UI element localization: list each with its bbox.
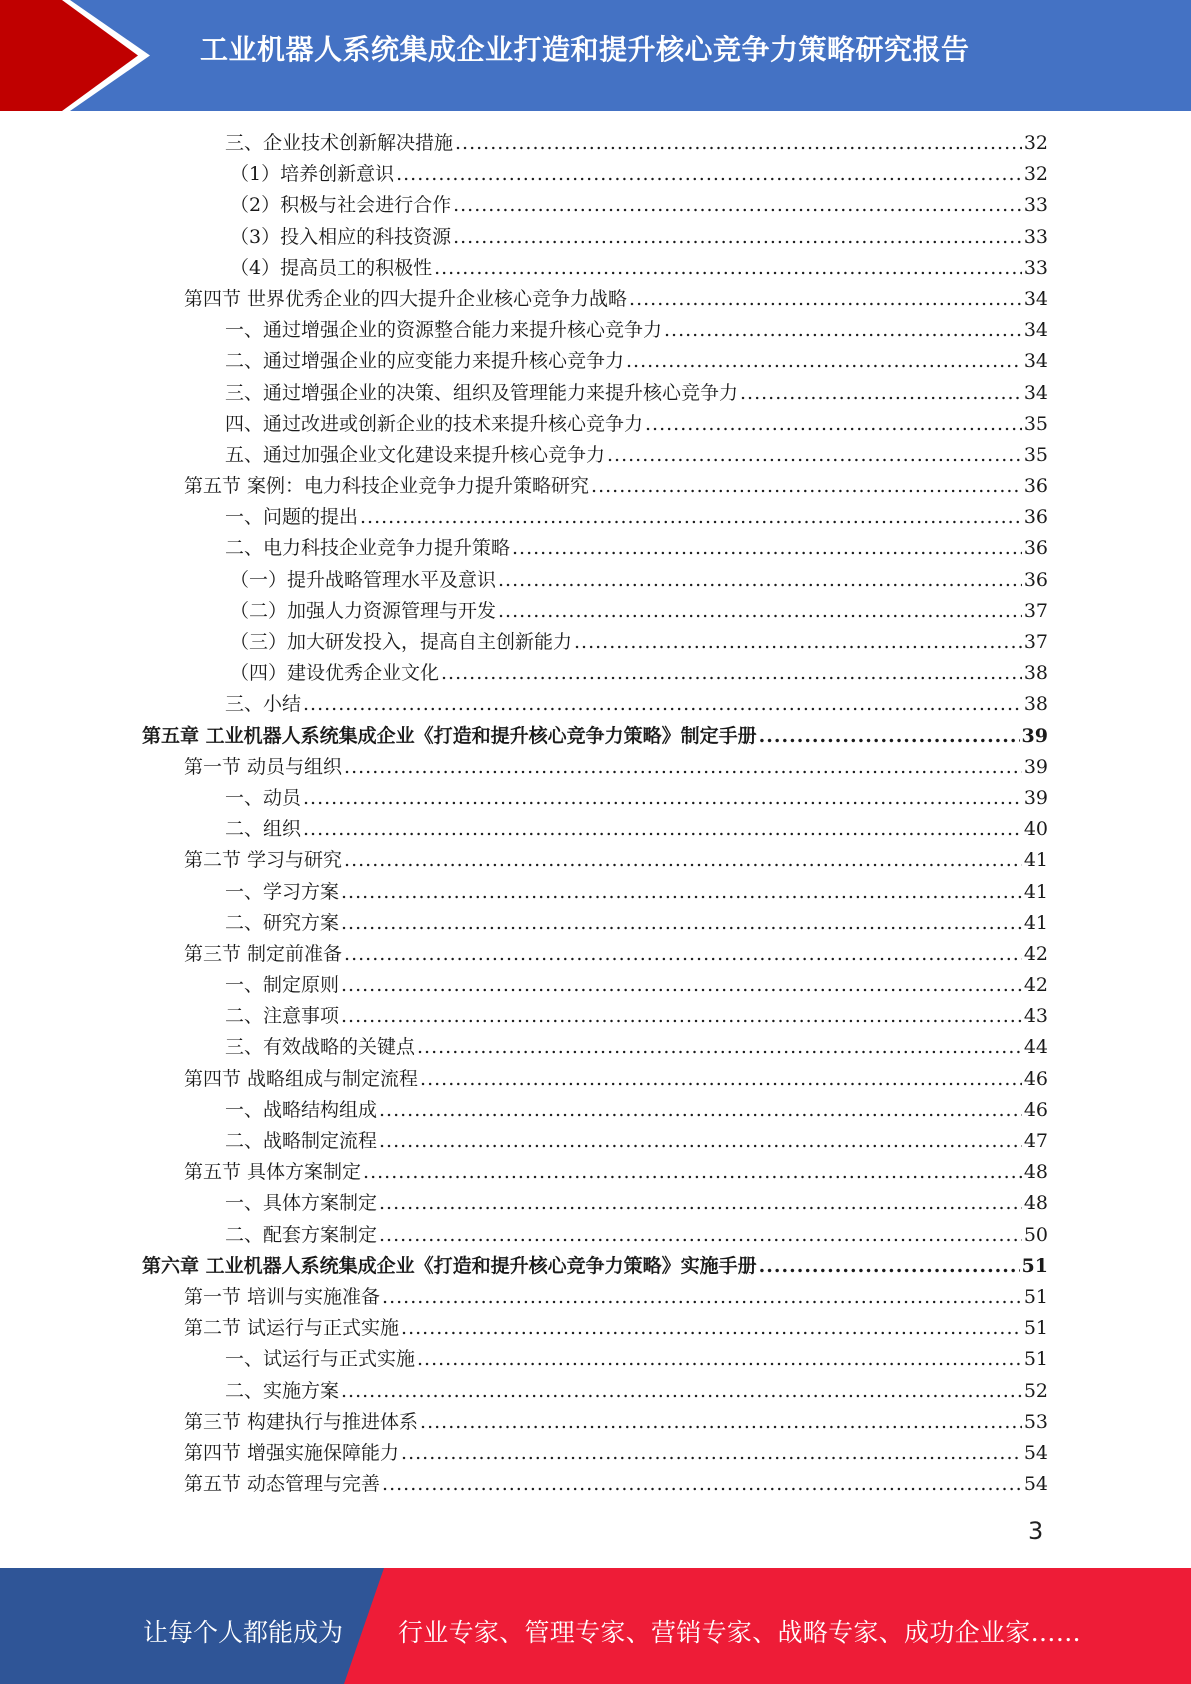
toc-dot-leader [455,128,1022,159]
toc-entry-page: 47 [1023,1130,1048,1152]
toc-entry-page: 32 [1023,132,1048,154]
toc-entry-title: 二、组织 [225,818,302,841]
toc-entry-page: 39 [1021,724,1048,747]
toc-entry-page: 42 [1023,974,1048,997]
toc-dot-leader [453,222,1022,253]
toc-entry-page: 43 [1023,1005,1048,1028]
toc-entry-page: 36 [1023,537,1048,560]
toc-dot-leader [420,1407,1022,1438]
toc-dot-leader [401,1313,1022,1344]
toc-entry[interactable] [0,502,1191,533]
toc-dot-leader [379,1220,1022,1251]
toc-entry-page: 33 [1023,194,1048,217]
toc-entry-title: 一、学习方案 [225,880,340,903]
toc-entry[interactable] [0,1313,1191,1344]
header-arrow-decoration [0,0,160,111]
toc-entry[interactable] [0,565,1191,596]
toc-dot-leader [396,159,1022,190]
toc-entry-title: 第二节 试运行与正式实施 [184,1317,400,1340]
toc-entry-title: 三、通过增强企业的决策、组织及管理能力来提升核心竞争力 [225,381,739,404]
toc-entry-title: （2）积极与社会进行合作 [230,194,452,217]
toc-entry-title: 四、通过改进或创新企业的技术来提升核心竞争力 [225,412,644,435]
toc-entry-title: 一、问题的提出 [225,506,359,529]
toc-entry-title: 一、具体方案制定 [225,1192,378,1215]
toc-entry[interactable] [0,1001,1191,1032]
toc-entry-page: 51 [1021,1254,1048,1277]
footer-slogan-left: 让每个人都能成为 [143,1618,344,1647]
toc-entry-page: 36 [1023,506,1048,529]
toc-entry[interactable] [0,284,1191,315]
toc-entry[interactable] [0,1344,1191,1375]
toc-entry[interactable] [0,939,1191,970]
toc-entry-title: 三、有效战略的关键点 [225,1036,416,1059]
toc-entry-page: 46 [1023,1067,1048,1090]
toc-dot-leader [441,658,1022,689]
toc-entry[interactable] [0,1251,1191,1282]
toc-entry-title: 第四节 增强实施保障能力 [184,1441,400,1464]
toc-dot-leader [591,471,1022,502]
toc-dot-leader [401,1438,1022,1469]
toc-dot-leader [420,1064,1022,1095]
toc-entry-page: 39 [1023,786,1048,809]
toc-entry-page: 41 [1023,849,1048,872]
toc-entry[interactable] [0,970,1191,1001]
toc-dot-leader [498,565,1022,596]
toc-entry[interactable] [0,378,1191,409]
toc-entry-title: 一、战略结构组成 [225,1098,378,1121]
toc-dot-leader [759,721,1020,752]
toc-entry-title: 二、注意事项 [225,1005,340,1028]
toc-entry[interactable] [0,315,1191,346]
toc-entry-page: 36 [1023,475,1048,498]
toc-dot-leader [341,970,1022,1001]
toc-entry-title: 第五章 工业机器人系统集成企业《打造和提升核心竞争力策略》制定手册 [142,724,757,747]
toc-entry-page: 54 [1023,1473,1048,1496]
toc-entry[interactable] [0,159,1191,190]
toc-entry[interactable] [0,752,1191,783]
toc-entry-page: 34 [1023,319,1048,342]
toc-entry[interactable] [0,533,1191,564]
page-header [0,0,1191,111]
toc-entry-page: 51 [1023,1317,1048,1340]
toc-entry-title: 第五节 动态管理与完善 [184,1473,381,1496]
toc-dot-leader [341,1376,1022,1407]
toc-dot-leader [740,378,1022,409]
toc-entry-title: 二、通过增强企业的应变能力来提升核心竞争力 [225,350,625,373]
toc-entry-title: （三）加大研发投入，提高自主创新能力 [230,631,573,653]
toc-entry[interactable] [0,1064,1191,1095]
toc-entry[interactable] [0,471,1191,502]
toc-dot-leader [363,1157,1022,1188]
toc-entry-page: 44 [1023,1036,1048,1059]
toc-dot-leader [341,877,1022,908]
toc-entry-page: 36 [1023,568,1048,591]
toc-entry[interactable] [0,1282,1191,1313]
toc-entry-page: 39 [1023,755,1048,778]
toc-entry[interactable] [0,908,1191,939]
toc-entry-title: 第四节 世界优秀企业的四大提升企业核心竞争力战略 [184,287,628,310]
toc-entry[interactable] [0,877,1191,908]
toc-dot-leader [417,1344,1022,1375]
footer-slogan-right: 行业专家、管理专家、营销专家、战略专家、成功企业家…… [398,1618,1082,1647]
toc-dot-leader [303,689,1022,720]
toc-entry-page: 48 [1023,1192,1048,1215]
toc-entry-page: 34 [1023,287,1048,310]
toc-entry-title: 二、战略制定流程 [225,1130,378,1152]
toc-entry[interactable] [0,1376,1191,1407]
toc-entry-title: （二）加强人力资源管理与开发 [230,599,497,622]
toc-dot-leader [607,440,1022,471]
toc-entry-title: （3）投入相应的科技资源 [230,225,452,248]
toc-entry-page: 52 [1023,1379,1048,1402]
toc-entry-page: 41 [1023,911,1048,934]
toc-dot-leader [341,1001,1022,1032]
toc-dot-leader [629,284,1022,315]
toc-entry-title: 第一节 动员与组织 [184,755,343,778]
toc-dot-leader [645,409,1022,440]
toc-entry[interactable] [0,721,1191,752]
toc-entry-page: 37 [1023,599,1048,622]
toc-dot-leader [382,1469,1022,1500]
report-title: 工业机器人系统集成企业打造和提升核心竞争力策略研究报告 [200,33,970,66]
table-of-contents [0,128,1191,1500]
toc-entry[interactable] [0,1157,1191,1188]
toc-entry-title: 二、电力科技企业竞争力提升策略 [225,537,511,560]
page-number: 3 [1028,1517,1044,1545]
toc-dot-leader [382,1282,1022,1313]
toc-entry[interactable] [0,658,1191,689]
toc-entry-page: 53 [1023,1410,1048,1433]
toc-entry-title: 第四节 战略组成与制定流程 [184,1067,419,1090]
toc-entry-page: 51 [1023,1348,1048,1371]
toc-entry[interactable] [0,1438,1191,1469]
toc-entry-page: 48 [1023,1161,1048,1184]
toc-entry[interactable] [0,1407,1191,1438]
toc-entry-title: （四）建设优秀企业文化 [230,662,440,685]
toc-entry[interactable] [0,1095,1191,1126]
toc-entry-page: 35 [1023,443,1048,466]
toc-dot-leader [379,1126,1022,1157]
toc-entry[interactable] [0,596,1191,627]
toc-dot-leader [344,845,1022,876]
toc-entry[interactable] [0,814,1191,845]
toc-dot-leader [574,627,1022,658]
toc-entry-title: 二、实施方案 [225,1379,340,1402]
toc-entry-page: 54 [1023,1441,1048,1464]
toc-dot-leader [626,346,1022,377]
toc-entry[interactable] [0,783,1191,814]
toc-entry-title: 第一节 培训与实施准备 [184,1285,381,1308]
toc-entry-title: 一、试运行与正式实施 [225,1348,416,1371]
toc-entry-page: 42 [1023,942,1048,965]
toc-entry[interactable] [0,1188,1191,1219]
toc-dot-leader [759,1251,1020,1282]
toc-entry[interactable] [0,440,1191,471]
toc-entry-page: 33 [1023,256,1048,279]
toc-dot-leader [344,939,1022,970]
toc-entry-title: 一、通过增强企业的资源整合能力来提升核心竞争力 [225,319,663,342]
toc-entry[interactable] [0,1469,1191,1500]
toc-entry-title: 第三节 制定前准备 [184,942,343,965]
toc-entry-title: 第五节 案例：电力科技企业竞争力提升策略研究 [184,475,590,498]
toc-entry-title: 第五节 具体方案制定 [184,1161,362,1184]
toc-entry-page: 38 [1023,693,1048,716]
toc-entry-title: 第六章 工业机器人系统集成企业《打造和提升核心竞争力策略》实施手册 [142,1254,757,1277]
toc-dot-leader [664,315,1022,346]
toc-entry-title: （4）提高员工的积极性 [230,256,433,279]
toc-dot-leader [303,814,1022,845]
toc-entry-title: 五、通过加强企业文化建设来提升核心竞争力 [225,443,606,466]
toc-dot-leader [417,1032,1022,1063]
toc-entry[interactable] [0,222,1191,253]
toc-entry-title: 一、制定原则 [225,974,340,997]
toc-entry-title: 第二节 学习与研究 [184,849,343,872]
toc-entry-title: 三、小结 [225,693,302,716]
toc-entry[interactable] [0,627,1191,658]
toc-entry-page: 33 [1023,225,1048,248]
toc-entry[interactable] [0,845,1191,876]
toc-dot-leader [453,190,1022,221]
toc-entry[interactable] [0,1126,1191,1157]
toc-entry-page: 46 [1023,1098,1048,1121]
toc-entry[interactable] [0,253,1191,284]
toc-entry[interactable] [0,190,1191,221]
toc-entry[interactable] [0,346,1191,377]
toc-dot-leader [360,502,1022,533]
toc-dot-leader [341,908,1022,939]
toc-entry[interactable] [0,409,1191,440]
toc-entry-page: 34 [1023,350,1048,373]
toc-entry-page: 34 [1023,381,1048,404]
toc-entry[interactable] [0,1032,1191,1063]
toc-entry-page: 50 [1023,1223,1048,1246]
toc-dot-leader [344,752,1022,783]
toc-dot-leader [303,783,1022,814]
toc-entry-page: 41 [1023,880,1048,903]
toc-dot-leader [379,1095,1022,1126]
toc-entry-title: 第三节 构建执行与推进体系 [184,1410,419,1433]
toc-entry[interactable] [0,689,1191,720]
toc-dot-leader [379,1188,1022,1219]
toc-dot-leader [434,253,1022,284]
toc-dot-leader [498,596,1022,627]
toc-entry-title: （一）提升战略管理水平及意识 [230,568,497,591]
toc-entry-page: 35 [1023,412,1048,435]
toc-entry-title: 二、配套方案制定 [225,1223,378,1246]
toc-entry-title: 一、动员 [225,786,302,809]
toc-entry[interactable] [0,1220,1191,1251]
toc-entry-page: 51 [1023,1285,1048,1308]
toc-entry-page: 37 [1023,631,1048,653]
toc-entry-page: 38 [1023,662,1048,685]
toc-entry-page: 32 [1023,163,1048,186]
toc-entry[interactable] [0,128,1191,159]
toc-entry-title: 三、企业技术创新解决措施 [225,132,454,154]
toc-dot-leader [512,533,1022,564]
toc-entry-page: 40 [1023,818,1048,841]
toc-entry-title: （1）培养创新意识 [230,163,395,186]
toc-entry-title: 二、研究方案 [225,911,340,934]
